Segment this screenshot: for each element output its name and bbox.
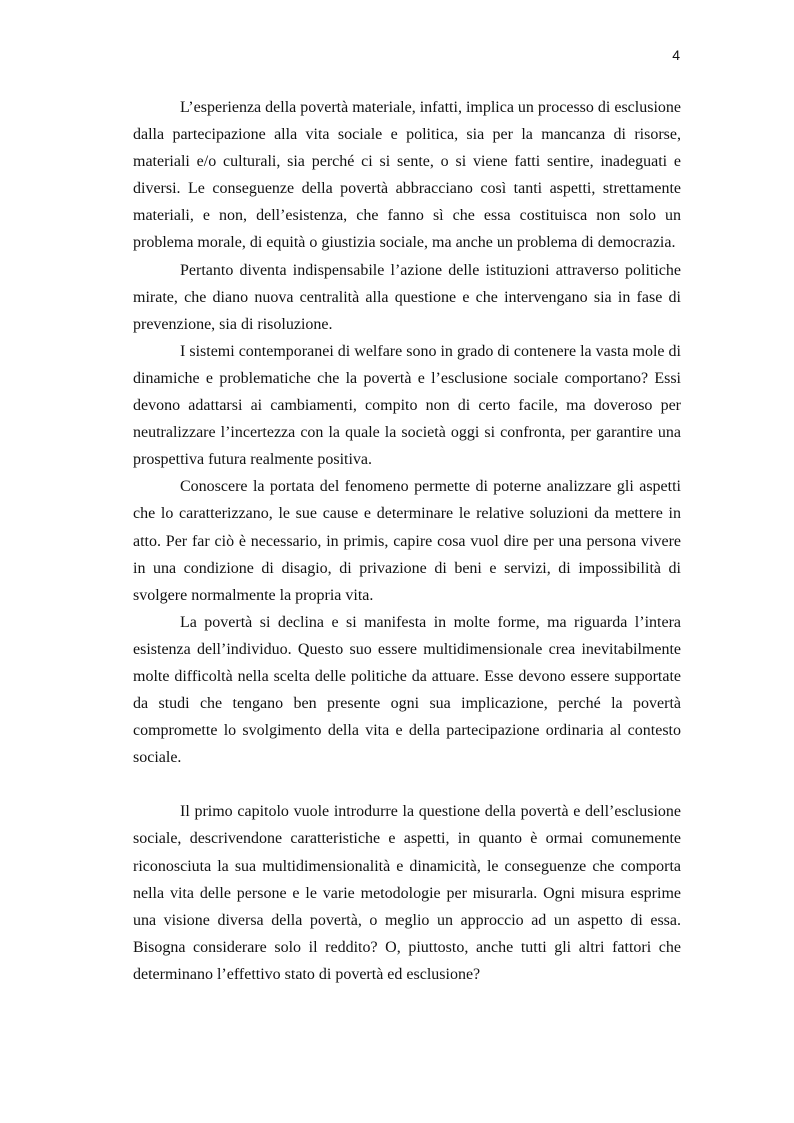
paragraph: L’esperienza della povertà materiale, infatti, implica un processo di esclusione dalla partecipazione alla vita sociale e politica, sia per la mancanza di risorse, materiali e/o culturali, sia perché ci si sente, o si viene fatti sentire, inadeguati e diversi. Le conseguenze della povertà abbracciano così tanti aspetti, strettamente materiali, e non, dell’esistenza, che fanno sì che essa costituisca non solo un problema morale, di equità o giustizia sociale, ma anche un problema di democrazia. xyxy=(133,99,681,252)
paragraph: I sistemi contemporanei di welfare sono in grado di contenere la vasta mole di dinamiche e problematiche che la povertà e l’esclusione sociale comportano? Essi devono adattarsi ai cambiamenti, compito non di certo facile, ma doveroso per neutralizzare l’incertezza con la quale la società oggi si confronta, per garantire una prospettiva futura realmente positiva. xyxy=(133,342,681,469)
page-number: 4 xyxy=(672,47,680,63)
paragraph: La povertà si declina e si manifesta in molte forme, ma riguarda l’intera esistenza dell’individuo. Questo suo essere multidimensionale crea inevitabilmente molte difficoltà nella scelta delle politiche da attuare. Esse devono essere supportate da studi che tengano ben presente ogni sua implicazione, perché la povertà compromette lo svolgimento della vita e della partecipazione ordinaria al contesto sociale. xyxy=(133,613,681,767)
paragraph: Conoscere la portata del fenomeno permette di poterne analizzare gli aspetti che lo caratterizzano, le sue cause e determinare le relative soluzioni da mettere in atto. Per far ciò è necessario, in primis, capire cosa vuol dire per una persona vivere in una condizione di disagio, di privazione di beni e servizi, di impossibilità di svolgere normalmente la propria vita. xyxy=(133,478,681,604)
body-text xyxy=(133,94,681,988)
paragraph: Pertanto diventa indispensabile l’azione delle istituzioni attraverso politiche mirate, che diano nuova centralità alla questione e che intervengano sia in fase di prevenzione, sia di risoluzione. xyxy=(133,261,681,333)
paragraph: Il primo capitolo vuole introdurre la questione della povertà e dell’esclusione sociale, descrivendone caratteristiche e aspetti, in quanto è ormai comunemente riconosciuta la sua multidimensionalità e dinamicità, le conseguenze che comporta nella vita delle persone e le varie metodologie per misurarla. Ogni misura esprime una visione diversa della povertà, o meglio un approccio ad un aspetto di essa. Bisogna considerare solo il reddito? O, piuttosto, anche tutti gli altri fattori che determinano l’effettivo stato di povertà ed esclusione? xyxy=(133,803,681,983)
